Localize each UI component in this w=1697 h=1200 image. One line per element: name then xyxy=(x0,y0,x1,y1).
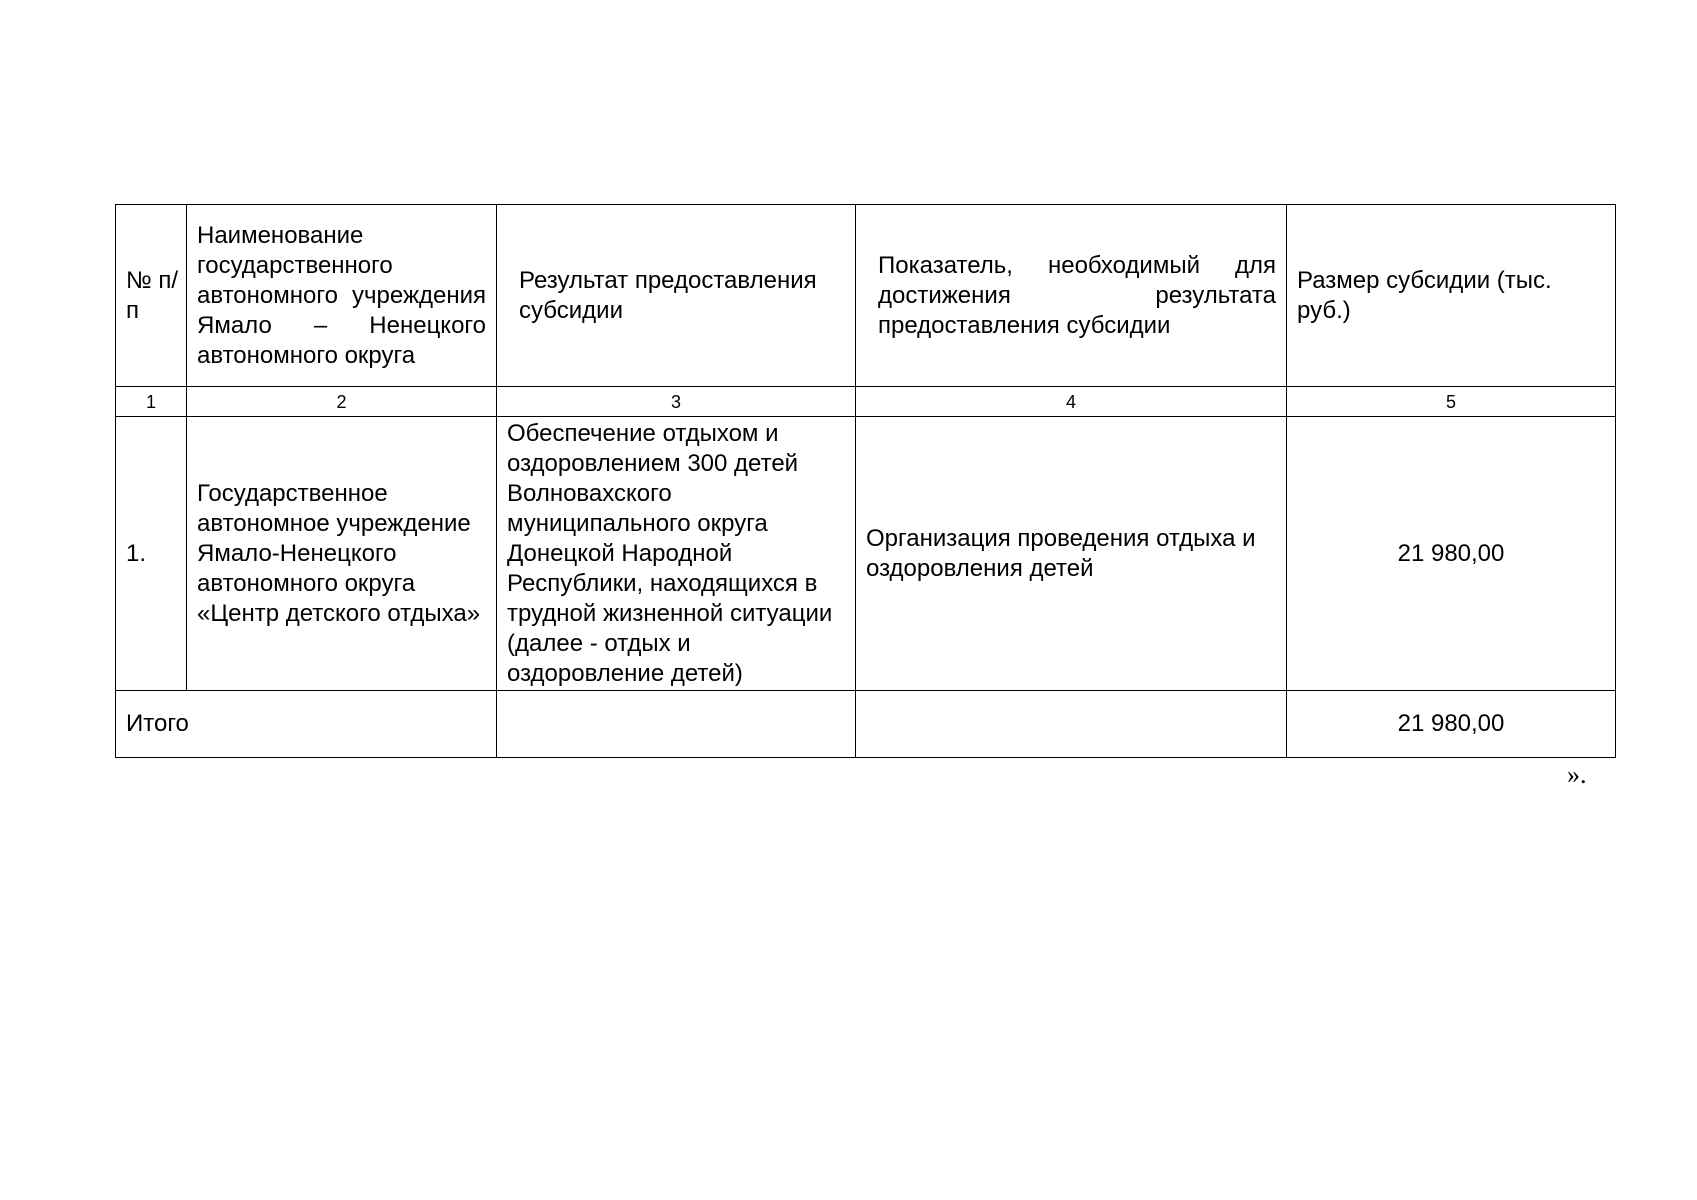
row-amount: 21 980,00 xyxy=(1287,417,1616,691)
closing-quote-mark: ». xyxy=(1567,760,1587,789)
header-amount: Размер субсидии (тыс. руб.) xyxy=(1287,205,1616,387)
column-number: 1 xyxy=(116,387,187,417)
total-row xyxy=(116,691,1616,758)
column-number: 5 xyxy=(1287,387,1616,417)
subsidy-table xyxy=(115,204,1616,758)
row-number: 1. xyxy=(116,417,187,691)
column-number: 2 xyxy=(187,387,497,417)
total-empty-indicator xyxy=(856,691,1287,758)
total-label: Итого xyxy=(116,691,497,758)
header-institution: Наименование государственного автономного учреждения Ямало – Ненецкого автономного округа xyxy=(187,205,497,387)
row-result: Обеспечение отдыхом и оздоровлением 300 детей Волновахского муниципального округа Донецкой Народной Республики, находящихся в трудной жизненной ситуации (далее - отдых и оздоровление детей) xyxy=(497,417,856,691)
column-number: 3 xyxy=(497,387,856,417)
row-institution: Государственное автономное учреждение Ямало-Ненецкого автономного округа «Центр детского отдыха» xyxy=(187,417,497,691)
header-result: Результат предоставления субсидии xyxy=(497,205,856,387)
total-amount: 21 980,00 xyxy=(1287,691,1616,758)
row-indicator: Организация проведения отдыха и оздоровления детей xyxy=(856,417,1287,691)
table-header-row xyxy=(116,205,1616,387)
column-number-row xyxy=(116,387,1616,417)
table-row xyxy=(116,417,1616,691)
column-number: 4 xyxy=(856,387,1287,417)
header-number: № п/п xyxy=(116,205,187,387)
header-indicator: Показатель, необходимый для достижения результата предоставления субсидии xyxy=(856,205,1287,387)
total-empty-result xyxy=(497,691,856,758)
